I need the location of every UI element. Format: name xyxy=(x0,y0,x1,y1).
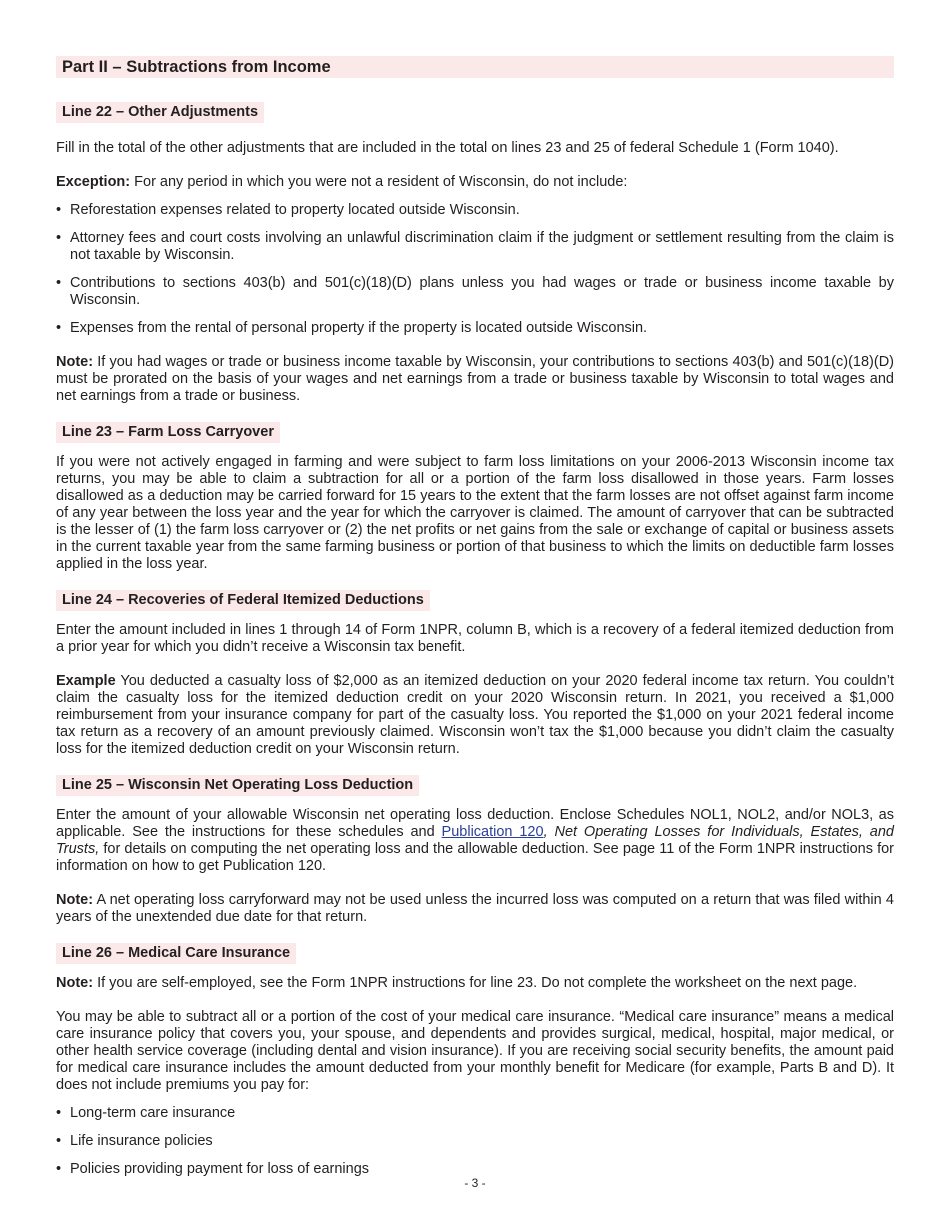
part-title: Part II – Subtractions from Income xyxy=(56,56,894,78)
bullet-icon: • xyxy=(56,1133,62,1149)
line-22-exception xyxy=(56,174,894,191)
line-22-heading: Line 22 – Other Adjustments xyxy=(56,102,264,123)
note-label: Note: xyxy=(56,354,94,370)
list-item xyxy=(56,1133,894,1150)
bullet-icon: • xyxy=(56,275,62,291)
note-label: Note: xyxy=(56,892,94,908)
section-line-25 xyxy=(56,775,894,926)
list-item xyxy=(56,275,894,309)
list-item-text: Contributions to sections 403(b) and 501(c)(18)(D) plans unless you had wages or trade or business income taxable by Wisconsin. xyxy=(70,275,894,308)
note-text: A net operating loss carryforward may not be used unless the incurred loss was computed on a return that was filed within 4 years of the unextended due date for that return. xyxy=(56,892,894,925)
publication-120-link[interactable]: Publication 120 xyxy=(441,824,544,840)
line-26-body: You may be able to subtract all or a portion of the cost of your medical care insurance. “Medical care insurance” means a medical care insurance policy that covers you, your spouse, and dependents and provides surgical, medical, hospital, major medical, or other health service coverage (including dental and vision insurance). If you are receiving social security benefits, the amount paid for medical care insurance includes the amount deducted from your monthly benefit for Medicare (for example, Parts B and D). It does not include premiums you pay for: xyxy=(56,1009,894,1093)
line-25-body-post: for details on computing the net operating loss and the allowable deduction. See page 11 of the Form 1NPR instructions for information on how to get Publication 120. xyxy=(56,841,894,874)
line-24-example xyxy=(56,673,894,758)
list-item-text: Long-term care insurance xyxy=(70,1105,236,1121)
line-25-note xyxy=(56,892,894,926)
line-26-bullet-list xyxy=(56,1105,894,1178)
bullet-icon: • xyxy=(56,1161,62,1177)
list-item xyxy=(56,202,894,219)
list-item-text: Life insurance policies xyxy=(70,1133,213,1149)
publication-title: Net Operating Losses for Individuals, Estates, and Trusts, xyxy=(56,824,894,857)
list-item xyxy=(56,230,894,264)
line-23-body: If you were not actively engaged in farming and were subject to farm loss limitations on your 2006-2013 Wisconsin income tax returns, you may be able to claim a subtraction for all or a portion of the farm loss disallowed in those years. Farm losses disallowed as a deduction may be carried forward for 15 years to the extent that the farm losses are not offset against farm income of any year between the loss year and the year for which the carryover is claimed. The amount of carryover that can be subtracted is the lesser of (1) the farm loss carryover or (2) the net profits or net gains from the sale or exchange of capital or business assets in the current taxable year from the same farming business or portion of that business to which the limits on deductible farm losses applied in the loss year. xyxy=(56,454,894,572)
line-24-body: Enter the amount included in lines 1 through 14 of Form 1NPR, column B, which is a recovery of a federal itemized deduction from a prior year for which you didn’t receive a Wisconsin tax benefit. xyxy=(56,622,894,655)
line-26-note xyxy=(56,975,894,992)
list-item xyxy=(56,320,894,337)
line-25-body-pre: Enter the amount of your allowable Wisconsin net operating loss deduction. Enclose Schedules NOL1, NOL2, and/or NOL3, as applicable. See the instructions for these schedules and xyxy=(56,807,894,840)
bullet-icon: • xyxy=(56,320,62,336)
line-25-body xyxy=(56,807,894,875)
list-item-text: Attorney fees and court costs involving an unlawful discrimination claim if the judgment or settlement resulting from the claim is not taxable by Wisconsin. xyxy=(70,230,894,263)
line-22-note xyxy=(56,354,894,405)
line-24-heading: Line 24 – Recoveries of Federal Itemized Deductions xyxy=(56,590,430,611)
section-line-23 xyxy=(56,422,894,573)
line-25-comma: , xyxy=(543,824,548,840)
line-25-heading: Line 25 – Wisconsin Net Operating Loss Deduction xyxy=(56,775,419,796)
bullet-icon: • xyxy=(56,1105,62,1121)
list-item-text: Expenses from the rental of personal property if the property is located outside Wisconsin. xyxy=(70,320,648,336)
exception-label: Exception: xyxy=(56,174,131,190)
line-26-heading: Line 26 – Medical Care Insurance xyxy=(56,943,296,964)
line-22-bullet-list xyxy=(56,202,894,337)
example-label: Example xyxy=(56,673,116,689)
list-item-text: Policies providing payment for loss of earnings xyxy=(70,1161,370,1177)
page-number: - 3 - xyxy=(464,1176,486,1190)
exception-text: For any period in which you were not a resident of Wisconsin, do not include: xyxy=(130,174,628,190)
line-23-heading: Line 23 – Farm Loss Carryover xyxy=(56,422,280,443)
section-line-24 xyxy=(56,590,894,758)
section-line-22 xyxy=(56,102,894,405)
section-line-26 xyxy=(56,943,894,1178)
line-22-intro: Fill in the total of the other adjustments that are included in the total on lines 23 and 25 of federal Schedule 1 (Form 1040). xyxy=(56,140,839,156)
bullet-icon: • xyxy=(56,230,62,246)
note-text: If you are self-employed, see the Form 1NPR instructions for line 23. Do not complete the worksheet on the next page. xyxy=(93,975,858,991)
example-text: You deducted a casualty loss of $2,000 as an itemized deduction on your 2020 federal income tax return. You couldn’t claim the casualty loss for the itemized deduction credit on your 2020 Wisconsin return. In 2021, you received a $1,000 reimbursement from your insurance company for part of the casualty loss. You reported the $1,000 on your 2021 federal income tax return as a recovery of an amount previously claimed. Wisconsin won’t tax the $1,000 because you didn’t claim the casualty loss for the itemized deduction credit on your Wisconsin return. xyxy=(56,673,894,757)
note-label: Note: xyxy=(56,975,94,991)
list-item-text: Reforestation expenses related to property located outside Wisconsin. xyxy=(70,202,520,218)
list-item xyxy=(56,1105,894,1122)
note-text: If you had wages or trade or business income taxable by Wisconsin, your contributions to sections 403(b) and 501(c)(18)(D) must be prorated on the basis of your wages and net earnings from a trade or business taxable by Wisconsin to total wages and net earnings from a trade or business. xyxy=(56,354,894,404)
bullet-icon: • xyxy=(56,202,62,218)
